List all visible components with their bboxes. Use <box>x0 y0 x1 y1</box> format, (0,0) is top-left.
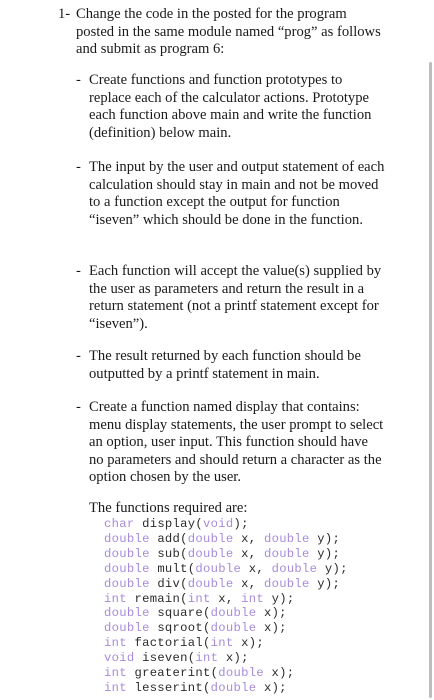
open-paren: ( <box>187 651 196 666</box>
function-prototype <box>104 651 348 666</box>
function-params: double x, double y <box>195 561 333 576</box>
function-params: double x, double y <box>187 576 325 591</box>
return-type: double <box>104 621 150 636</box>
bullet-item <box>76 348 386 383</box>
heading-text: Change the code in the posted for the program posted in the same module named “prog” as follows and submit as program 6: <box>76 6 381 58</box>
bullet-text: The input by the user and output statement of each calculation should stay in main and not be moved to a function except the output for function “iseven” which should be done in the function. <box>89 159 385 228</box>
return-type: int <box>104 636 127 651</box>
bullet-dash: - <box>76 159 81 175</box>
function-prototype <box>104 592 348 607</box>
return-type: double <box>104 561 150 576</box>
open-paren: ( <box>180 546 188 561</box>
return-type: void <box>104 651 135 666</box>
function-name: div <box>157 576 181 591</box>
function-prototype <box>104 547 348 562</box>
close-paren: ); <box>248 636 264 651</box>
function-params: double x <box>218 666 280 681</box>
bullet-item <box>76 159 386 229</box>
function-name: greaterint <box>134 666 211 681</box>
close-paren: ); <box>324 546 341 561</box>
close-paren: ); <box>324 576 341 591</box>
function-params: double x <box>210 606 272 621</box>
function-prototype <box>104 621 348 636</box>
function-params: int x, int y <box>187 591 280 606</box>
function-prototype <box>104 517 348 532</box>
close-paren: ); <box>233 651 249 666</box>
bullet-dash: - <box>76 348 81 364</box>
bullet-dash: - <box>76 399 81 415</box>
open-paren: ( <box>187 561 196 576</box>
function-name: lesserint <box>134 680 203 695</box>
function-params: double x <box>210 621 272 636</box>
open-paren: ( <box>203 636 211 651</box>
open-paren: ( <box>203 606 211 621</box>
return-type: int <box>104 666 127 681</box>
function-prototype <box>104 666 348 681</box>
bullet-item <box>76 263 386 333</box>
function-name: remain <box>134 591 181 606</box>
bullet-dash: - <box>76 263 81 279</box>
function-name: iseven <box>142 651 188 666</box>
close-paren: ); <box>332 561 348 576</box>
bullet-dash: - <box>76 72 81 88</box>
return-type: double <box>104 606 150 621</box>
return-type: double <box>104 576 150 591</box>
scrollbar[interactable] <box>429 62 432 698</box>
function-name: display <box>142 517 196 531</box>
return-type: int <box>104 680 127 695</box>
function-params: void <box>203 517 234 531</box>
open-paren: ( <box>203 621 211 636</box>
bullet-item <box>76 72 386 142</box>
function-params: int x <box>210 636 249 651</box>
function-name: sub <box>157 546 181 561</box>
return-type: int <box>104 591 127 606</box>
close-paren: ); <box>233 517 249 531</box>
function-name: add <box>157 531 181 546</box>
return-type: double <box>104 531 150 546</box>
open-paren: ( <box>180 531 188 546</box>
function-prototype <box>104 636 348 651</box>
close-paren: ); <box>271 606 287 621</box>
function-name: square <box>157 606 203 621</box>
open-paren: ( <box>210 666 219 681</box>
function-name: sqroot <box>157 621 203 636</box>
functions-title: The functions required are: <box>89 500 248 516</box>
bullet-text: Each function will accept the value(s) supplied by the user as parameters and return the result in a return statement (not a printf statement except for “iseven”). <box>89 263 382 332</box>
function-params: double x, double y <box>187 546 325 561</box>
heading-number: 1- <box>58 6 71 22</box>
function-prototype <box>104 577 348 592</box>
function-params: double x, double y <box>187 531 325 546</box>
return-type: char <box>104 517 135 531</box>
open-paren: ( <box>180 576 188 591</box>
close-paren: ); <box>279 666 295 681</box>
function-prototype <box>104 606 348 621</box>
return-type: double <box>104 546 150 561</box>
open-paren: ( <box>180 591 188 606</box>
open-paren: ( <box>195 517 204 531</box>
function-prototype <box>104 681 348 696</box>
function-name: factorial <box>134 636 203 651</box>
function-params: int x <box>195 651 234 666</box>
function-name: mult <box>157 561 188 576</box>
function-prototype <box>104 562 348 577</box>
bullet-text: Create functions and function prototypes to replace each of the calculator actions. Prototype each function above main and write the function (definition) below main. <box>89 72 372 141</box>
bullet-text: Create a function named display that contains: menu display statements, the user prompt to select an option, user input. This function should have no parameters and should return a character as the option chosen by the user. <box>89 399 384 486</box>
function-params: double x <box>210 680 272 695</box>
function-prototype-list <box>104 517 348 696</box>
open-paren: ( <box>203 680 211 695</box>
close-paren: ); <box>279 591 295 606</box>
bullet-item <box>76 399 386 487</box>
close-paren: ); <box>324 531 341 546</box>
close-paren: ); <box>271 680 287 695</box>
close-paren: ); <box>271 621 287 636</box>
function-prototype <box>104 532 348 547</box>
bullet-text: The result returned by each function should be outputted by a printf statement in main. <box>89 348 361 382</box>
assignment-heading <box>58 6 388 59</box>
